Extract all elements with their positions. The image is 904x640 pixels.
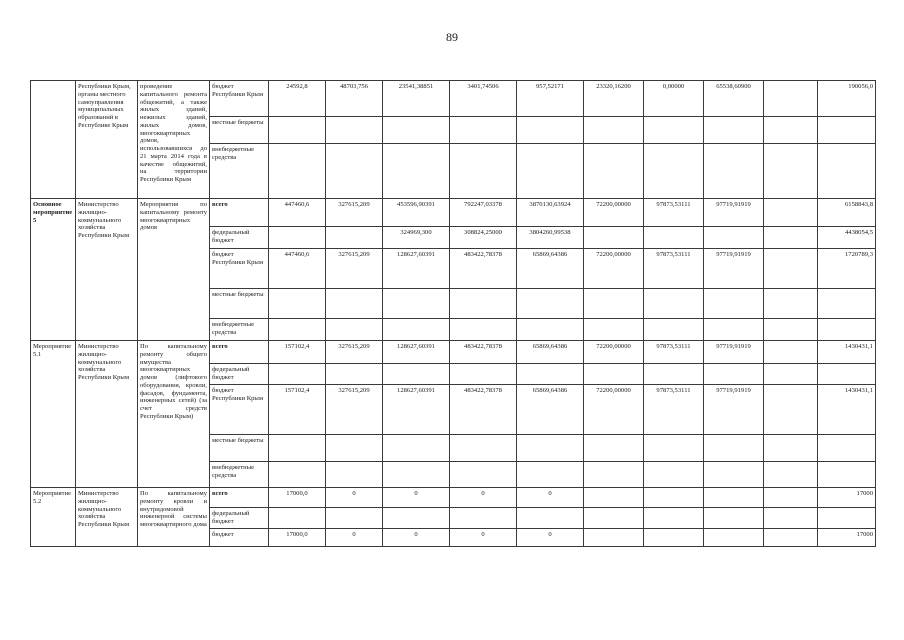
value-cell: 128627,60391 bbox=[383, 385, 450, 435]
value-cell bbox=[326, 364, 383, 385]
value-cell bbox=[764, 435, 818, 462]
description-cell: По капитальному ремонту кровли и внутридомовой инженерной системы многоквартирного дома bbox=[138, 488, 210, 547]
value-cell bbox=[450, 289, 517, 319]
value-cell bbox=[704, 117, 764, 144]
activity-label: Основное мероприятие 5 bbox=[31, 199, 76, 341]
value-cell: 483422,78378 bbox=[450, 385, 517, 435]
value-cell bbox=[383, 117, 450, 144]
value-cell: 23320,16200 bbox=[584, 81, 644, 117]
value-cell bbox=[269, 364, 326, 385]
value-cell bbox=[269, 289, 326, 319]
funding-source-cell: бюджет Республики Крым bbox=[210, 81, 269, 117]
value-cell: 97873,53111 bbox=[644, 249, 704, 289]
total-cell bbox=[818, 462, 876, 488]
value-cell: 483422,78378 bbox=[450, 249, 517, 289]
total-cell bbox=[818, 364, 876, 385]
value-cell bbox=[517, 462, 584, 488]
value-cell: 17000,0 bbox=[269, 528, 326, 546]
value-cell bbox=[269, 508, 326, 529]
value-cell bbox=[644, 435, 704, 462]
value-cell bbox=[764, 462, 818, 488]
value-cell bbox=[383, 508, 450, 529]
value-cell bbox=[644, 528, 704, 546]
value-cell: 97719,91919 bbox=[704, 199, 764, 227]
total-cell: 17000 bbox=[818, 528, 876, 546]
value-cell bbox=[764, 364, 818, 385]
value-cell bbox=[584, 289, 644, 319]
value-cell bbox=[269, 227, 326, 249]
value-cell bbox=[450, 364, 517, 385]
value-cell bbox=[584, 364, 644, 385]
activity-label bbox=[31, 81, 76, 199]
total-cell: 1430431,1 bbox=[818, 385, 876, 435]
value-cell bbox=[764, 289, 818, 319]
value-cell bbox=[383, 435, 450, 462]
value-cell bbox=[584, 488, 644, 508]
value-cell: 128627,60391 bbox=[383, 341, 450, 364]
value-cell bbox=[704, 488, 764, 508]
value-cell bbox=[704, 462, 764, 488]
value-cell bbox=[326, 144, 383, 199]
value-cell bbox=[704, 227, 764, 249]
value-cell: 0 bbox=[383, 488, 450, 508]
value-cell bbox=[450, 117, 517, 144]
value-cell bbox=[326, 435, 383, 462]
funding-source-cell: бюджет Республики Крым bbox=[210, 385, 269, 435]
table-row bbox=[31, 488, 876, 508]
value-cell bbox=[269, 319, 326, 341]
value-cell bbox=[326, 289, 383, 319]
value-cell bbox=[704, 144, 764, 199]
table-row bbox=[31, 199, 876, 227]
value-cell: 0 bbox=[450, 488, 517, 508]
value-cell: 0 bbox=[326, 528, 383, 546]
executor-cell: Министерство жилищно-коммунального хозяйства Республики Крым bbox=[76, 341, 138, 488]
funding-source-cell: федеральный бюджет bbox=[210, 508, 269, 529]
funding-source-cell: бюджет Республики Крым bbox=[210, 249, 269, 289]
total-cell: 1430431,1 bbox=[818, 341, 876, 364]
value-cell bbox=[383, 462, 450, 488]
value-cell: 65869,64386 bbox=[517, 341, 584, 364]
value-cell bbox=[517, 319, 584, 341]
value-cell: 0 bbox=[517, 528, 584, 546]
funding-source-cell: внебюджетные средства bbox=[210, 144, 269, 199]
value-cell: 97719,91919 bbox=[704, 385, 764, 435]
value-cell bbox=[764, 508, 818, 529]
total-cell: 17000 bbox=[818, 488, 876, 508]
value-cell bbox=[764, 385, 818, 435]
value-cell bbox=[764, 319, 818, 341]
value-cell: 0,00000 bbox=[644, 81, 704, 117]
value-cell bbox=[764, 199, 818, 227]
funding-source-cell: всего bbox=[210, 488, 269, 508]
value-cell bbox=[704, 364, 764, 385]
value-cell bbox=[644, 144, 704, 199]
value-cell: 447460,6 bbox=[269, 249, 326, 289]
value-cell: 3804260,99538 bbox=[517, 227, 584, 249]
total-cell: 4438054,5 bbox=[818, 227, 876, 249]
value-cell bbox=[326, 227, 383, 249]
value-cell bbox=[644, 364, 704, 385]
value-cell bbox=[517, 364, 584, 385]
value-cell bbox=[450, 508, 517, 529]
value-cell bbox=[584, 144, 644, 199]
value-cell bbox=[326, 462, 383, 488]
executor-cell: Республики Крым, органы местного самоуправления муниципальных образований в Республике Крым bbox=[76, 81, 138, 199]
value-cell bbox=[584, 117, 644, 144]
value-cell: 447460,6 bbox=[269, 199, 326, 227]
value-cell: 792247,03378 bbox=[450, 199, 517, 227]
funding-source-cell: местные бюджеты bbox=[210, 117, 269, 144]
value-cell bbox=[704, 528, 764, 546]
total-cell: 6158843,8 bbox=[818, 199, 876, 227]
value-cell: 3870130,63924 bbox=[517, 199, 584, 227]
value-cell: 157102,4 bbox=[269, 385, 326, 435]
budget-table bbox=[30, 80, 876, 547]
value-cell bbox=[704, 319, 764, 341]
value-cell bbox=[269, 117, 326, 144]
value-cell: 24592,8 bbox=[269, 81, 326, 117]
value-cell: 72200,00000 bbox=[584, 249, 644, 289]
value-cell bbox=[764, 341, 818, 364]
value-cell: 97719,91919 bbox=[704, 249, 764, 289]
value-cell bbox=[764, 144, 818, 199]
executor-cell: Министерство жилищно-коммунального хозяйства Республики Крым bbox=[76, 488, 138, 547]
value-cell bbox=[644, 508, 704, 529]
total-cell bbox=[818, 289, 876, 319]
table-row bbox=[31, 341, 876, 364]
value-cell: 48703,756 bbox=[326, 81, 383, 117]
description-cell: Мероприятия по капитальному ремонту многоквартирных домов bbox=[138, 199, 210, 341]
value-cell: 0 bbox=[326, 488, 383, 508]
value-cell bbox=[383, 319, 450, 341]
value-cell: 157102,4 bbox=[269, 341, 326, 364]
funding-source-cell: бюджет bbox=[210, 528, 269, 546]
value-cell: 327615,209 bbox=[326, 385, 383, 435]
description-cell: По капитальному ремонту общего имущества многоквартирных домов (лифтового оборудования, кровли, фасадов, фундамента, инженерных сетей) (за счет средств Республики Крым) bbox=[138, 341, 210, 488]
value-cell bbox=[326, 508, 383, 529]
total-cell bbox=[818, 144, 876, 199]
value-cell: 17000,0 bbox=[269, 488, 326, 508]
value-cell bbox=[383, 144, 450, 199]
value-cell bbox=[644, 462, 704, 488]
value-cell: 327615,209 bbox=[326, 341, 383, 364]
value-cell: 97873,53111 bbox=[644, 385, 704, 435]
funding-source-cell: местные бюджеты bbox=[210, 435, 269, 462]
value-cell bbox=[450, 319, 517, 341]
value-cell bbox=[517, 508, 584, 529]
value-cell bbox=[704, 289, 764, 319]
value-cell: 0 bbox=[517, 488, 584, 508]
value-cell bbox=[269, 144, 326, 199]
executor-cell: Министерство жилищно-коммунального хозяйства Республики Крым bbox=[76, 199, 138, 341]
value-cell bbox=[269, 435, 326, 462]
value-cell: 483422,78378 bbox=[450, 341, 517, 364]
value-cell bbox=[517, 435, 584, 462]
value-cell bbox=[764, 488, 818, 508]
funding-source-cell: всего bbox=[210, 199, 269, 227]
activity-label: Мероприятие 5.2 bbox=[31, 488, 76, 547]
value-cell: 128627,60391 bbox=[383, 249, 450, 289]
value-cell bbox=[326, 117, 383, 144]
value-cell bbox=[584, 508, 644, 529]
value-cell bbox=[644, 289, 704, 319]
value-cell bbox=[764, 81, 818, 117]
value-cell bbox=[383, 289, 450, 319]
funding-source-cell: местные бюджеты bbox=[210, 289, 269, 319]
value-cell: 324969,300 bbox=[383, 227, 450, 249]
value-cell: 327615,209 bbox=[326, 199, 383, 227]
table-row bbox=[31, 81, 876, 117]
funding-source-cell: федеральный бюджет bbox=[210, 364, 269, 385]
value-cell: 0 bbox=[450, 528, 517, 546]
value-cell: 453596,90391 bbox=[383, 199, 450, 227]
value-cell bbox=[704, 435, 764, 462]
value-cell bbox=[764, 528, 818, 546]
value-cell: 327615,209 bbox=[326, 249, 383, 289]
value-cell bbox=[450, 462, 517, 488]
value-cell bbox=[450, 435, 517, 462]
description-cell: проведение капитального ремонта общежитий, а также жилых зданий, нежилых зданий, жилых домов, многоквартирных домов, использовавшихся до 21 марта 2014 года в качестве общежитий, на территории Республики Крым bbox=[138, 81, 210, 199]
value-cell: 72200,00000 bbox=[584, 341, 644, 364]
value-cell bbox=[764, 227, 818, 249]
funding-source-cell: внебюджетные средства bbox=[210, 319, 269, 341]
total-cell bbox=[818, 117, 876, 144]
total-cell bbox=[818, 508, 876, 529]
total-cell: 190056,0 bbox=[818, 81, 876, 117]
value-cell: 65538,60900 bbox=[704, 81, 764, 117]
value-cell bbox=[764, 249, 818, 289]
value-cell: 72200,00000 bbox=[584, 385, 644, 435]
value-cell bbox=[450, 144, 517, 199]
funding-source-cell: федеральный бюджет bbox=[210, 227, 269, 249]
total-cell: 1720789,3 bbox=[818, 249, 876, 289]
value-cell bbox=[517, 144, 584, 199]
value-cell: 65869,64386 bbox=[517, 249, 584, 289]
value-cell: 0 bbox=[383, 528, 450, 546]
value-cell bbox=[326, 319, 383, 341]
value-cell bbox=[517, 289, 584, 319]
value-cell: 65869,64386 bbox=[517, 385, 584, 435]
value-cell: 97719,91919 bbox=[704, 341, 764, 364]
value-cell: 97873,53111 bbox=[644, 341, 704, 364]
value-cell bbox=[584, 528, 644, 546]
value-cell: 308824,25000 bbox=[450, 227, 517, 249]
funding-source-cell: внебюджетные средства bbox=[210, 462, 269, 488]
value-cell bbox=[517, 117, 584, 144]
value-cell bbox=[584, 435, 644, 462]
value-cell bbox=[644, 227, 704, 249]
value-cell bbox=[584, 319, 644, 341]
total-cell bbox=[818, 319, 876, 341]
total-cell bbox=[818, 435, 876, 462]
value-cell bbox=[704, 508, 764, 529]
value-cell: 72200,00000 bbox=[584, 199, 644, 227]
value-cell: 957,52171 bbox=[517, 81, 584, 117]
value-cell: 97873,53111 bbox=[644, 199, 704, 227]
page-number: 89 bbox=[446, 30, 458, 44]
value-cell bbox=[383, 364, 450, 385]
funding-source-cell: всего bbox=[210, 341, 269, 364]
value-cell bbox=[584, 227, 644, 249]
value-cell bbox=[644, 488, 704, 508]
value-cell bbox=[764, 117, 818, 144]
value-cell bbox=[644, 117, 704, 144]
value-cell: 3401,74506 bbox=[450, 81, 517, 117]
value-cell bbox=[584, 462, 644, 488]
value-cell bbox=[269, 462, 326, 488]
activity-label: Мероприятие 5.1 bbox=[31, 341, 76, 488]
value-cell: 23541,38851 bbox=[383, 81, 450, 117]
value-cell bbox=[644, 319, 704, 341]
